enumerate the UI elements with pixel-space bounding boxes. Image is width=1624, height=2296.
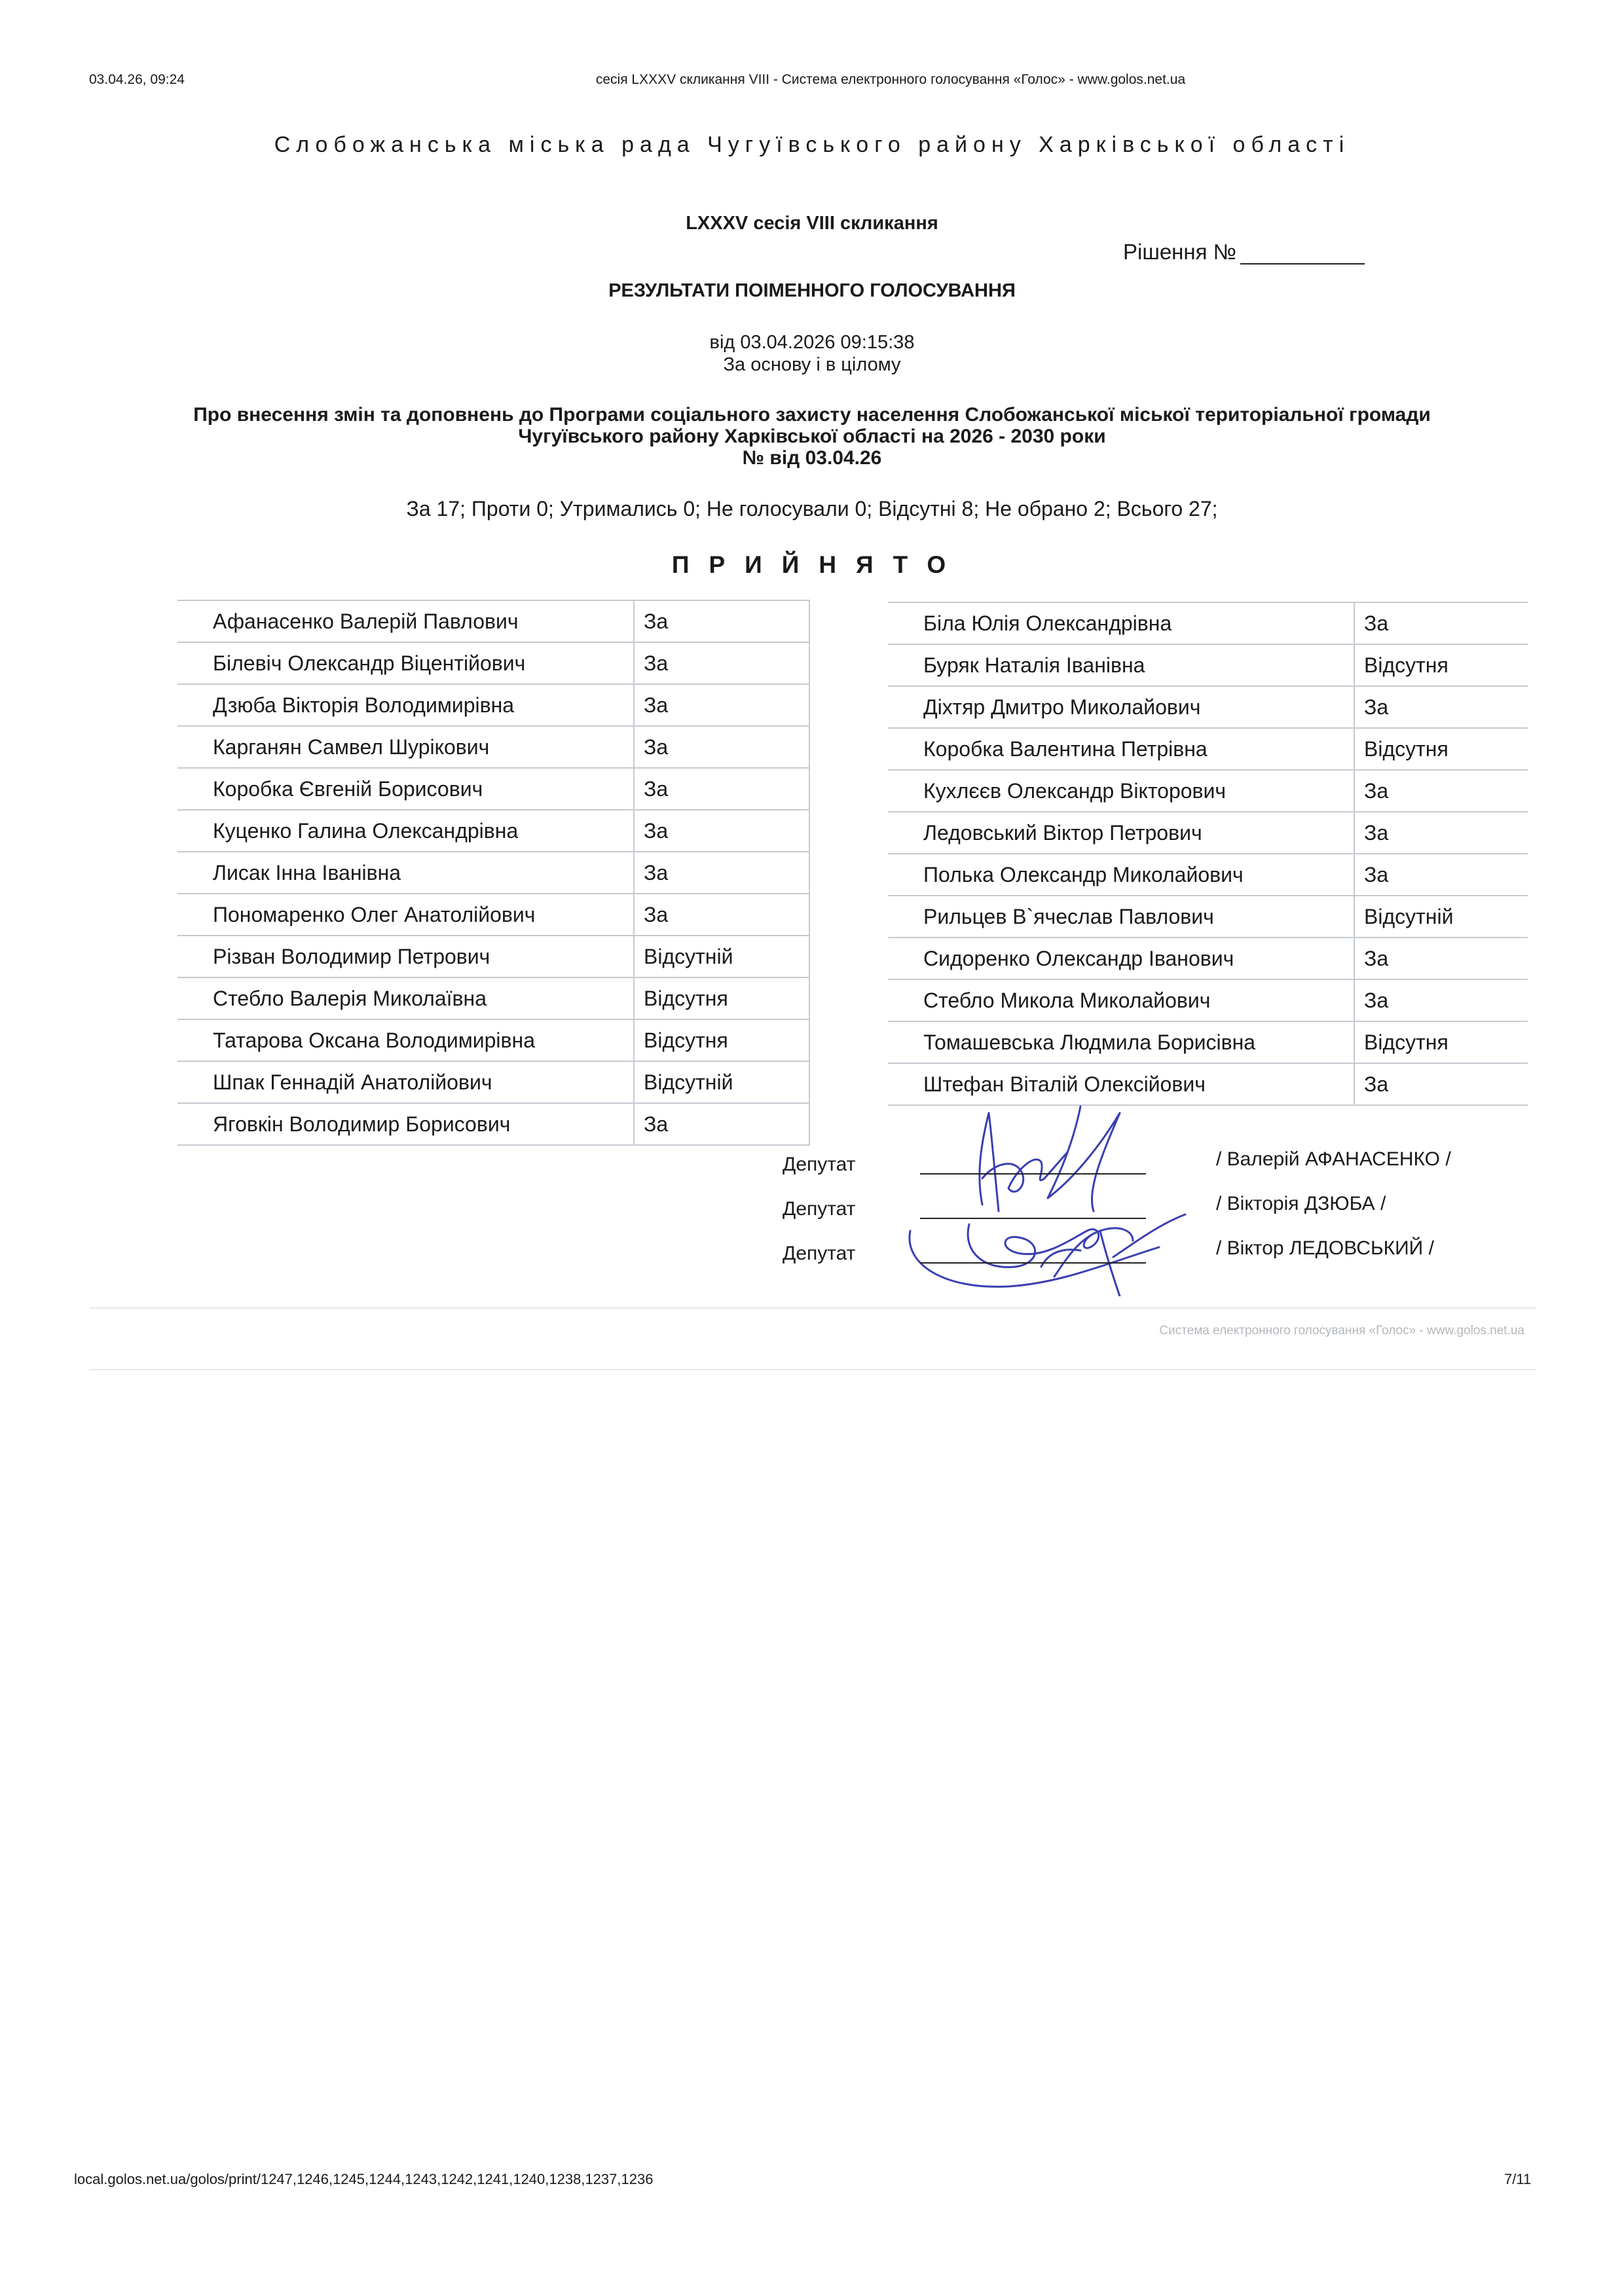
- votes-table-left: [177, 600, 810, 1146]
- vote-result: За: [634, 684, 809, 726]
- vote-row: [888, 770, 1528, 812]
- vote-row: [888, 728, 1528, 770]
- vote-row: [888, 812, 1528, 854]
- signatory-name: / Вікторія ДЗЮБА /: [1216, 1193, 1386, 1214]
- signature-scribble: [884, 1100, 1225, 1296]
- deputy-name: Полька Олександр Миколайович: [888, 854, 1354, 896]
- deputy-name: Буряк Наталія Іванівна: [888, 644, 1354, 686]
- deputy-name: Кухлєєв Олександр Вікторович: [888, 770, 1354, 812]
- vote-row: [177, 894, 809, 936]
- vote-row: [888, 896, 1528, 938]
- subject-number: № від 03.04.26: [742, 447, 882, 469]
- deputy-name: Рильцев В`ячеслав Павлович: [888, 896, 1354, 938]
- decision-blank-line: [1240, 244, 1365, 264]
- council-name: Слобожанська міська рада Чугуївського району Харківської області: [274, 132, 1350, 157]
- vote-row: [888, 1063, 1528, 1105]
- vote-row: [177, 726, 809, 768]
- vote-row: [177, 852, 809, 894]
- signature-label: Депутат: [783, 1198, 856, 1220]
- vote-result: За: [634, 852, 809, 894]
- vote-result: Відсутній: [634, 1061, 809, 1103]
- vote-result: За: [1354, 1063, 1528, 1105]
- signatory-name: / Валерій АФАНАСЕНКО /: [1216, 1148, 1451, 1170]
- vote-row: [888, 686, 1528, 728]
- vote-row: [177, 936, 809, 977]
- deputy-name: Біла Юлія Олександрівна: [888, 602, 1354, 644]
- signature-line: [920, 1262, 1146, 1264]
- deputy-name: Білевіч Олександр Віцентійович: [177, 642, 634, 684]
- deputy-name: Пономаренко Олег Анатолійович: [177, 894, 634, 936]
- vote-row: [888, 602, 1528, 644]
- vote-result: За: [634, 642, 809, 684]
- vote-result: За: [634, 768, 809, 810]
- vote-result: За: [634, 810, 809, 852]
- vote-result: Відсутня: [634, 1019, 809, 1061]
- session-title: LXXXV сесія VIII скликання: [686, 213, 938, 234]
- deputy-name: Коробка Валентина Петрівна: [888, 728, 1354, 770]
- signature-line: [920, 1218, 1146, 1219]
- vote-result: За: [1354, 854, 1528, 896]
- votes-table-right: [888, 602, 1528, 1106]
- vote-row: [888, 1021, 1528, 1063]
- deputy-name: Діхтяр Дмитро Миколайович: [888, 686, 1354, 728]
- vote-summary: За 17; Проти 0; Утримались 0; Не голосували 0; Відсутні 8; Не обрано 2; Всього 27;: [406, 497, 1218, 520]
- vote-result: За: [634, 726, 809, 768]
- deputy-name: Стебло Валерія Миколаївна: [177, 977, 634, 1019]
- subject: [151, 404, 1473, 469]
- page-number: 7/11: [1504, 2171, 1532, 2187]
- signature-label: Депутат: [783, 1154, 856, 1175]
- divider: [89, 1369, 1536, 1370]
- vote-result: За: [1354, 686, 1528, 728]
- divider: [89, 1307, 1536, 1309]
- signature-line: [920, 1173, 1146, 1175]
- subject-line: Чугуївського району Харківської області на 2026 - 2030 роки: [518, 426, 1106, 447]
- vote-row: [177, 768, 809, 810]
- vote-result: Відсутня: [1354, 644, 1528, 686]
- vote-row: [177, 684, 809, 726]
- vote-row: [888, 979, 1528, 1021]
- vote-result: Відсутній: [634, 936, 809, 977]
- deputy-name: Стебло Микола Миколайович: [888, 979, 1354, 1021]
- vote-result: За: [1354, 770, 1528, 812]
- vote-result: Відсутня: [1354, 728, 1528, 770]
- subject-line: Про внесення змін та доповнень до Програми соціального захисту населення Слобожанської міської територіальної громади: [193, 404, 1431, 426]
- footer-url: local.golos.net.ua/golos/print/1247,1246,1245,1244,1243,1242,1241,1240,1238,1237,1236: [74, 2171, 654, 2187]
- vote-row: [177, 600, 809, 642]
- deputy-name: Штефан Віталій Олексійович: [888, 1063, 1354, 1105]
- deputy-name: Карганян Самвел Шурікович: [177, 726, 634, 768]
- vote-result: За: [634, 1103, 809, 1145]
- deputy-name: Різван Володимир Петрович: [177, 936, 634, 977]
- print-date: 03.04.26, 09:24: [89, 72, 185, 87]
- vote-row: [177, 1061, 809, 1103]
- vote-result: За: [634, 600, 809, 642]
- vote-row: [177, 1103, 809, 1145]
- vote-row: [888, 854, 1528, 896]
- deputy-name: Шпак Геннадій Анатолійович: [177, 1061, 634, 1103]
- deputy-name: Куценко Галина Олександрівна: [177, 810, 634, 852]
- vote-row: [177, 810, 809, 852]
- signatory-name: / Віктор ЛЕДОВСЬКИЙ /: [1216, 1237, 1434, 1259]
- vote-result: За: [1354, 938, 1528, 979]
- vote-result: За: [1354, 812, 1528, 854]
- vote-result: Відсутня: [1354, 1021, 1528, 1063]
- deputy-name: Ледовський Віктор Петрович: [888, 812, 1354, 854]
- vote-result: За: [634, 894, 809, 936]
- signature-label: Депутат: [783, 1243, 856, 1264]
- deputy-name: Коробка Євгеній Борисович: [177, 768, 634, 810]
- results-title: РЕЗУЛЬТАТИ ПОІМЕННОГО ГОЛОСУВАННЯ: [608, 280, 1016, 301]
- vote-row: [177, 977, 809, 1019]
- deputy-name: Татарова Оксана Володимирівна: [177, 1019, 634, 1061]
- deputy-name: Лисак Інна Іванівна: [177, 852, 634, 894]
- deputy-name: Томашевська Людмила Борисівна: [888, 1021, 1354, 1063]
- decision-label: Рішення №: [1123, 240, 1237, 264]
- deputy-name: Афанасенко Валерій Павлович: [177, 600, 634, 642]
- footer-system: Система електронного голосування «Голос» - www.golos.net.ua: [1159, 1324, 1524, 1338]
- vote-row: [177, 642, 809, 684]
- vote-result: Відсутній: [1354, 896, 1528, 938]
- status-accepted: ПРИЙНЯТО: [671, 551, 966, 578]
- vote-type: За основу і в цілому: [723, 354, 901, 375]
- vote-result: Відсутня: [634, 977, 809, 1019]
- deputy-name: Яговкін Володимир Борисович: [177, 1103, 634, 1145]
- print-title: сесія LXXXV скликання VIII - Система електронного голосування «Голос» - www.golos.net.ua: [595, 72, 1186, 87]
- decision-number: [1123, 240, 1365, 264]
- deputy-name: Сидоренко Олександр Іванович: [888, 938, 1354, 979]
- vote-row: [888, 938, 1528, 979]
- vote-date: від 03.04.2026 09:15:38: [709, 332, 915, 353]
- vote-row: [888, 644, 1528, 686]
- vote-result: За: [1354, 979, 1528, 1021]
- deputy-name: Дзюба Вікторія Володимирівна: [177, 684, 634, 726]
- vote-row: [177, 1019, 809, 1061]
- vote-result: За: [1354, 602, 1528, 644]
